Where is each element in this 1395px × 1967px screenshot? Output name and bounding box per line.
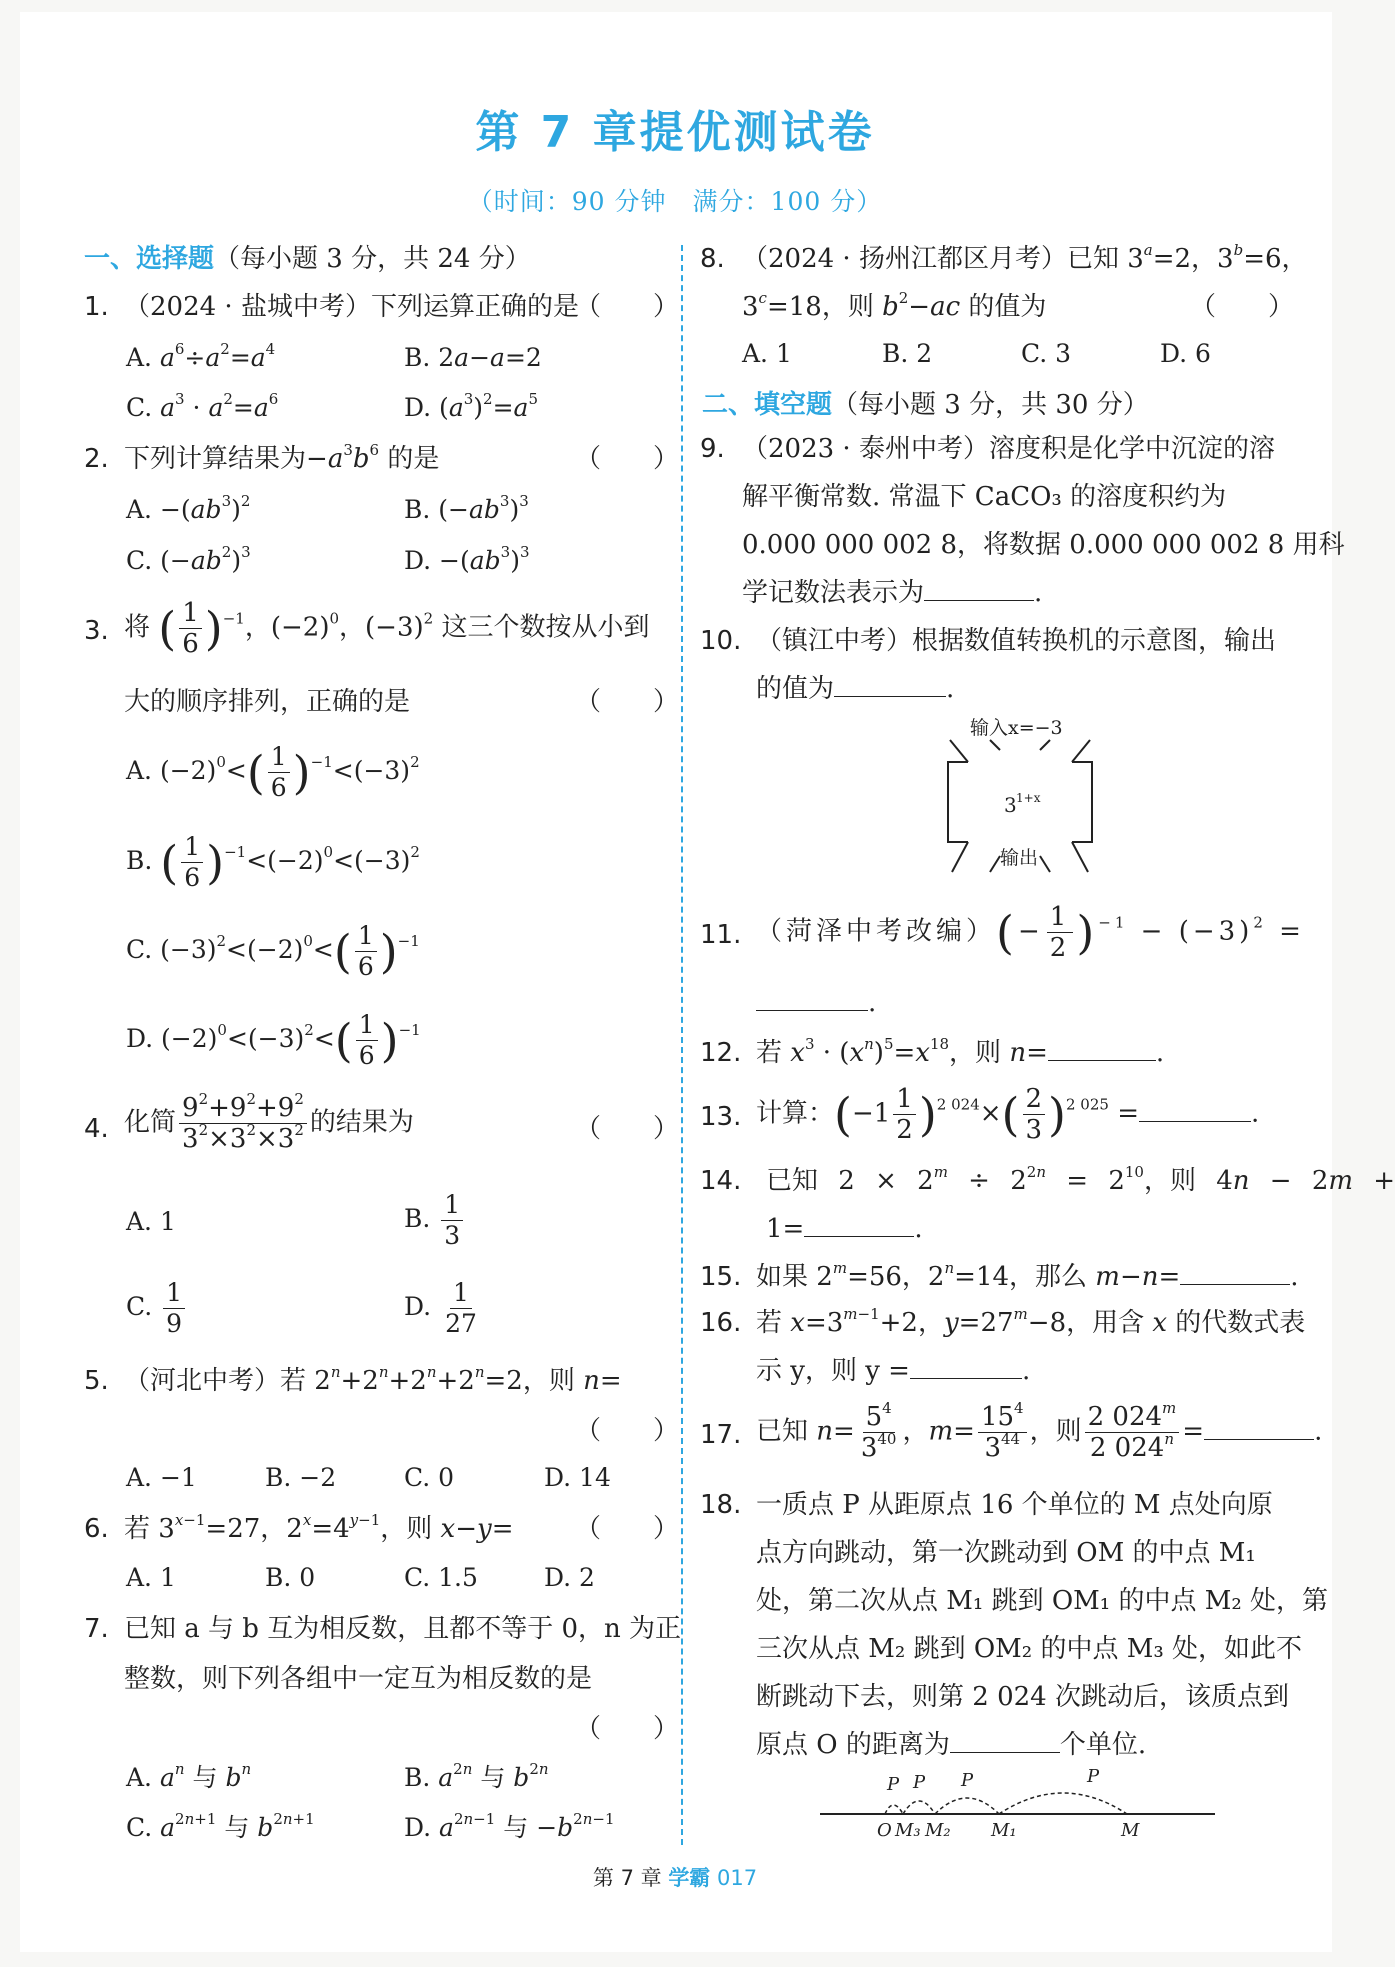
point-m1: M₁ [991,1820,1017,1841]
question-text: 若 $3^{x-1}=27$，$2^x=4^{y-1}$，则 x−y= [124,1511,514,1544]
section-note: （每小题 3 分，共 30 分） [832,390,1149,420]
answer-blank [834,674,946,697]
question-number: 14. [700,1166,742,1196]
question-text: 0.000 000 002 8，将数据 0.000 000 002 8 用科 [742,530,1345,560]
option-c: C. $a^{2n+1}$ 与 $b^{2n+1}$ [126,1810,315,1842]
question-text: 处，第二次从点 M₁ 跳到 OM₁ 的中点 M₂ 处，第 [756,1586,1329,1616]
question-text: 如果 $2^m=56$，$2^n=14$，那么 m−n= . [756,1259,1299,1292]
answer-paren: （ ） [575,444,680,474]
question-text: 大的顺序排列，正确的是 [124,687,411,717]
answer-paren: （ ） [1190,292,1295,322]
input-label: 输入x=−3 [970,717,1063,739]
question-text: 下列计算结果为$-a^3b^6$ 的是 [124,441,440,474]
question-number: 10. [700,626,742,656]
question-number: 15. [700,1262,742,1292]
question-text: （菏泽中考改编）(− $\frac{1}{2}$ )$^{-1} - (-3)^2$ = [756,902,1305,963]
footer-brand: 学霸 [668,1866,711,1890]
answer-blank [924,578,1034,601]
option-d: D. 6 [1160,339,1211,368]
question-number: 8. [700,244,725,274]
question-number: 2. [84,444,109,474]
option-b: B. 0 [265,1563,316,1592]
answer-paren: （ ） [575,292,680,322]
question-number: 4. [84,1114,109,1144]
question-text: 将 ( $\frac{1}{6}$ )$^{-1}$，$(-2)^0$，$(-3)^2$ 这三个数按从小到 [124,598,650,659]
option-d: D. 14 [544,1463,611,1492]
option-c: C. $(-ab^2)^3$ [126,543,251,575]
option-b: B. $(-ab^3)^3$ [404,492,529,524]
option-a: A. 1 [742,339,792,368]
question-text: 学记数法表示为 . [742,578,1043,608]
question-text: 已知 a 与 b 互为相反数，且都不等于 0，n 为正 [124,1614,682,1644]
option-b: B. 2 [882,339,933,368]
conversion-machine-diagram [940,712,1100,892]
footer-chapter: 第 7 章 [592,1866,662,1890]
question-text: 已知 $2 \times 2^m \div 2^{2n} = 2^{10}$，则 4n − 2m + [766,1163,1395,1196]
jump-arc [999,1793,1127,1814]
answer-blank [1139,1099,1251,1122]
question-text: （2024 · 扬州江都区月考）已知 $3^a=2$，$3^b=6$， [742,241,1308,274]
question-number: 6. [84,1514,109,1544]
answer-paren: （ ） [575,1416,680,1446]
jump-arc [935,1798,999,1814]
option-d: D. $a^{2n-1}$ 与 $-b^{2n-1}$ [404,1810,615,1842]
section-title: 二、填空题 [702,390,833,420]
question-text: 若 $x=3^{m-1}+2$，$y=27^m-8$，用含 x 的代数式表 [756,1305,1306,1338]
column-divider [681,245,683,1845]
answer-blank [756,988,868,1011]
question-number: 1. [84,292,109,322]
output-label: 输出 [1000,847,1039,869]
option-c: C. 0 [404,1463,455,1492]
jump-label: P [961,1770,974,1791]
jump-label: P [913,1772,926,1793]
option-a: A. $a^6\div a^2=a^4$ [126,340,276,372]
option-d: D. $(a^3)^2=a^5$ [404,390,538,422]
option-d: D. $(-2)^0<(-3)^2<$( $\frac{1}{6}$ )$^{-1}$ [126,1010,421,1070]
question-text: 原点 O 的距离为 个单位. [756,1730,1147,1760]
answer-blank [910,1356,1022,1379]
question-text: （2024 · 盐城中考）下列运算正确的是 [124,292,579,322]
option-a: A. 1 [126,1207,176,1236]
option-b: B. ( $\frac{1}{6}$ )$^{-1}<(-2)^0<(-3)^2$ [126,832,420,892]
option-b: B. $\frac{1}{3}$ [404,1190,466,1251]
question-text: 已知 n= $\frac{5^4}{3^{40}}$ ，m= $\frac{15^4}{3^{44}}$ ，则 $\frac{2 024^m}{2 024^n}$ = . [756,1399,1323,1463]
answer-paren: （ ） [575,687,680,717]
question-text: 若 $x^3 \cdot (x^n)^5=x^{18}$，则 n= . [756,1035,1165,1068]
answer-blank [1180,1262,1290,1285]
machine-exponent: 1+x [1016,791,1041,805]
question-text: （2023 · 泰州中考）溶度积是化学中沉淀的溶 [742,434,1275,464]
option-c: C. $\frac{1}{9}$ [126,1278,188,1339]
question-number: 18. [700,1490,742,1520]
question-text: 的值为 . [756,674,955,704]
question-text: （河北中考）若 $2^n+2^n+2^n+2^n=2$，则 n= [124,1363,622,1396]
section-title: 一、选择题 [84,244,215,274]
jump-diagram [815,1766,1225,1841]
answer-blank [1204,1417,1314,1440]
answer-paren: （ ） [575,1714,680,1744]
question-text: 示 y，则 y = . [756,1356,1031,1386]
question-number: 9. [700,434,725,464]
point-m3: M₃ [895,1820,921,1841]
jump-label: P [1087,1766,1100,1787]
option-c: C. $(-3)^2<(-2)^0<$( $\frac{1}{6}$ )$^{-1}$ [126,921,420,981]
question-number: 12. [700,1038,742,1068]
question-text: 断跳动下去，则第 2 024 次跳动后，该质点到 [756,1682,1289,1712]
question-number: 17. [700,1420,742,1450]
question-text: 三次从点 M₂ 跳到 OM₂ 的中点 M₃ 处，如此不 [756,1634,1303,1664]
point-o: O [877,1820,892,1841]
jump-label: P [887,1774,900,1795]
section-note: （每小题 3 分，共 24 分） [214,244,531,274]
option-a: A. $-(ab^3)^2$ [126,492,251,524]
point-m2: M₂ [925,1820,951,1841]
question-number: 7. [84,1614,109,1644]
option-c: C. 1.5 [404,1563,478,1592]
question-number: 3. [84,616,109,646]
answer-paren: （ ） [575,1514,680,1544]
jump-arc [903,1801,935,1814]
page-title: 第 7 章提优测试卷 [475,107,875,158]
option-b: B. 2a−a=2 [404,343,542,372]
page-footer [0,1862,1350,1892]
option-c: C. $a^3 \cdot a^2=a^6$ [126,390,279,422]
footer-page-number: 017 [717,1866,758,1890]
option-c: C. 3 [1021,339,1072,368]
point-m: M [1121,1820,1140,1841]
option-a: A. −1 [126,1463,197,1492]
answer-paren: （ ） [575,1114,680,1144]
question-number: 11. [700,920,742,950]
answer-blank [804,1214,914,1237]
option-d: D. 2 [544,1563,595,1592]
page-subtitle: （时间：90 分钟 满分：100 分） [467,187,883,216]
section-fill-heading [702,384,1149,421]
option-b: B. −2 [265,1463,337,1492]
question-text: （镇江中考）根据数值转换机的示意图，输出 [756,626,1277,656]
jump-arc [885,1805,903,1814]
question-number: 16. [700,1308,742,1338]
question-number: 5. [84,1366,109,1396]
option-a: A. $(-2)^0<$( $\frac{1}{6}$ )$^{-1}<(-3)^2$ [126,742,420,802]
answer-blank [950,1730,1060,1753]
question-text: 整数，则下列各组中一定互为相反数的是 [124,1664,593,1694]
option-b: B. $a^{2n}$ 与 $b^{2n}$ [404,1760,549,1792]
answer-line: . [756,986,876,1020]
option-d: D. $-(ab^3)^3$ [404,543,530,575]
question-text: 解平衡常数. 常温下 CaCO₃ 的溶度积约为 [742,482,1227,512]
question-text: 1= . [766,1214,923,1244]
question-text: $3^c=18$，则 $b^2-ac$ 的值为 [742,289,1047,322]
question-text: 化简 $\frac{9^2+9^2+9^2}{3^2\times 3^2\times 3^2}$ 的结果为 [124,1090,414,1154]
question-number: 13. [700,1102,742,1132]
option-d: D. $\frac{1}{27}$ [404,1278,477,1338]
option-a: A. 1 [126,1563,176,1592]
section-choice-heading [84,238,531,275]
question-text: 计算：(−1 $\frac{1}{2}$ )$^{2 024}$×( $\frac{2}{3}$ )$^{2 025}$ = . [756,1084,1260,1145]
answer-blank [1048,1038,1156,1061]
machine-expr: 3 [1004,793,1017,817]
question-text: 点方向跳动，第一次跳动到 OM 的中点 M₁ [756,1538,1256,1568]
question-text: 一质点 P 从距原点 16 个单位的 M 点处向原 [756,1490,1273,1520]
option-a: A. $a^n$ 与 $b^n$ [126,1760,252,1792]
